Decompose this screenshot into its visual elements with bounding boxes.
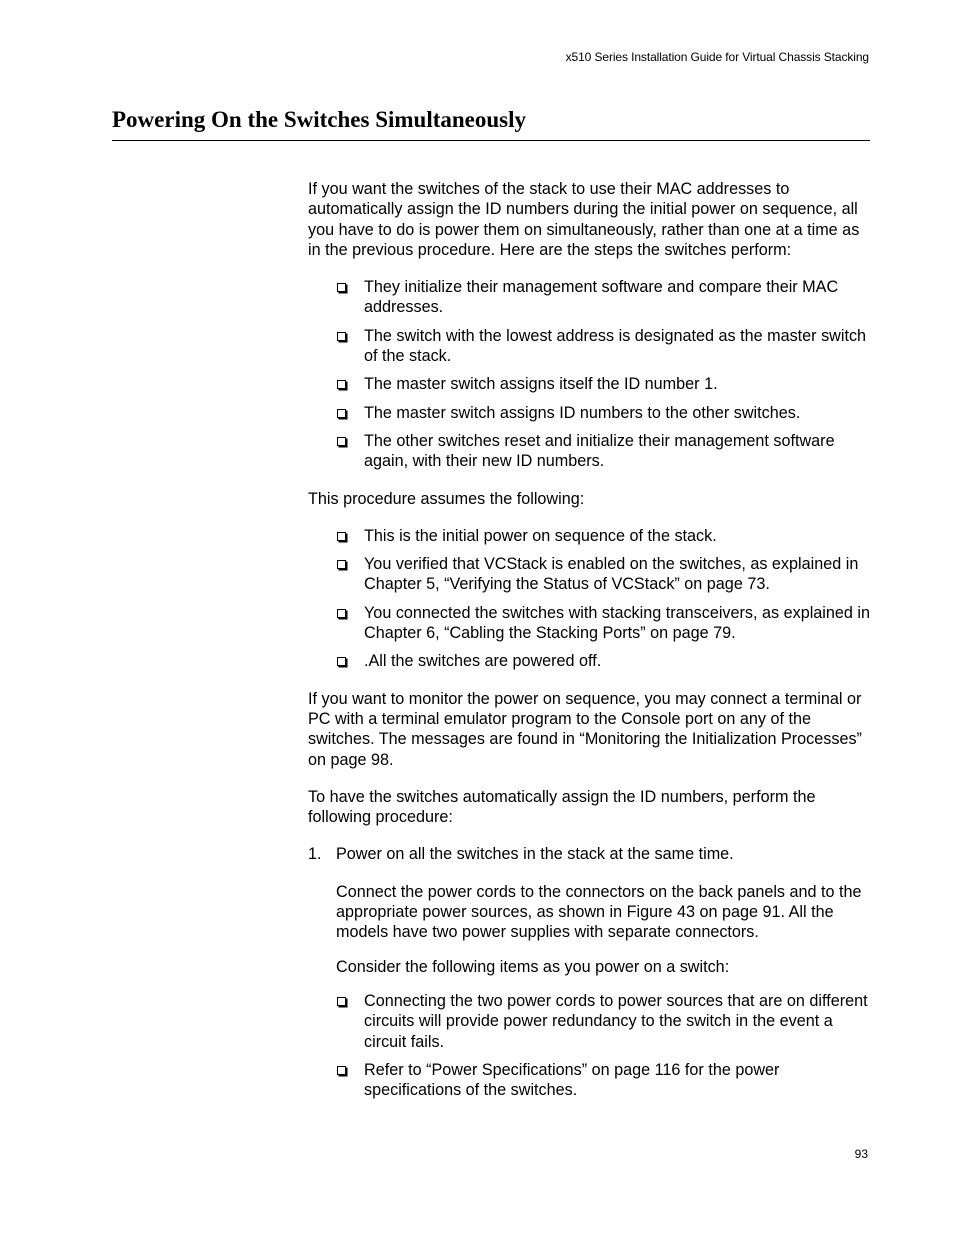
list-item-text: The other switches reset and initialize their management software again, with their new ID numbers. <box>364 431 835 471</box>
step-1-details <box>308 882 870 1101</box>
procedure-step-1 <box>308 844 870 864</box>
list-item-text: The master switch assigns ID numbers to the other switches. <box>364 403 801 422</box>
section-title: Powering On the Switches Simultaneously <box>112 107 527 132</box>
list-item <box>308 1060 870 1101</box>
step-number: 1. <box>308 845 322 864</box>
procedure-intro: To have the switches automatically assign the ID numbers, perform the following procedure: <box>308 787 816 827</box>
list-item-text: You connected the switches with stacking transceivers, as explained in Chapter 6, “Cabling the Stacking Ports” on page 79. <box>364 603 870 643</box>
checkbox-bullet-icon <box>337 409 346 418</box>
checkbox-bullet-icon <box>337 657 346 666</box>
list-item-text: The switch with the lowest address is designated as the master switch of the stack. <box>364 326 867 366</box>
list-item <box>308 326 870 367</box>
list-item <box>308 277 870 318</box>
assumptions-list <box>308 526 870 672</box>
checkbox-bullet-icon <box>337 532 346 541</box>
list-item <box>308 991 870 1052</box>
checkbox-bullet-icon <box>337 332 346 341</box>
list-item-text: They initialize their management software and compare their MAC addresses. <box>364 278 839 317</box>
step-consider-paragraph: Consider the following items as you power on a switch: <box>336 957 730 976</box>
list-item-text: Connecting the two power cords to power sources that are on different circuits will provide power redundancy to the switch in the event a circuit fails. <box>364 991 868 1051</box>
body-column <box>308 179 870 1117</box>
step-detail-paragraph: Connect the power cords to the connectors on the back panels and to the appropriate power sources, as shown in Figure 43 on page 91. All the models have two power supplies with separate connectors. <box>336 882 862 942</box>
checkbox-bullet-icon <box>337 560 346 569</box>
list-item <box>308 431 870 472</box>
assumes-intro: This procedure assumes the following: <box>308 489 585 508</box>
list-item <box>308 603 870 644</box>
power-considerations-list <box>308 991 870 1100</box>
switch-steps-list <box>308 277 870 471</box>
running-header: x510 Series Installation Guide for Virtual Chassis Stacking <box>565 50 869 64</box>
checkbox-bullet-icon <box>337 380 346 389</box>
checkbox-bullet-icon <box>337 437 346 446</box>
intro-paragraph: If you want the switches of the stack to use their MAC addresses to automatically assign the ID numbers during the initial power on sequence, all you have to do is power them on simultaneously, rather than one at a time as in the previous procedure. Here are the steps the switches perform: <box>308 180 860 259</box>
page-number: 93 <box>854 1147 868 1161</box>
checkbox-bullet-icon <box>337 609 346 618</box>
list-item-text: .All the switches are powered off. <box>364 652 602 671</box>
list-item <box>308 526 870 546</box>
list-item <box>308 403 870 423</box>
list-item <box>308 554 870 595</box>
title-rule <box>112 140 870 141</box>
monitor-paragraph: If you want to monitor the power on sequence, you may connect a terminal or PC with a terminal emulator program to the Console port on any of the switches. The messages are found in “Monitoring the Initialization Processes” on page 98. <box>308 689 862 769</box>
step-text: Power on all the switches in the stack at the same time. <box>336 845 734 864</box>
list-item-text: The master switch assigns itself the ID number 1. <box>364 375 718 394</box>
list-item-text: This is the initial power on sequence of the stack. <box>364 526 717 545</box>
list-item-text: Refer to “Power Specifications” on page 116 for the power specifications of the switches. <box>364 1060 780 1100</box>
checkbox-bullet-icon <box>337 1066 346 1075</box>
checkbox-bullet-icon <box>337 997 346 1006</box>
checkbox-bullet-icon <box>337 283 346 292</box>
list-item <box>308 374 870 394</box>
list-item <box>308 651 870 671</box>
list-item-text: You verified that VCStack is enabled on the switches, as explained in Chapter 5, “Verifying the Status of VCStack” on page 73. <box>364 555 859 594</box>
